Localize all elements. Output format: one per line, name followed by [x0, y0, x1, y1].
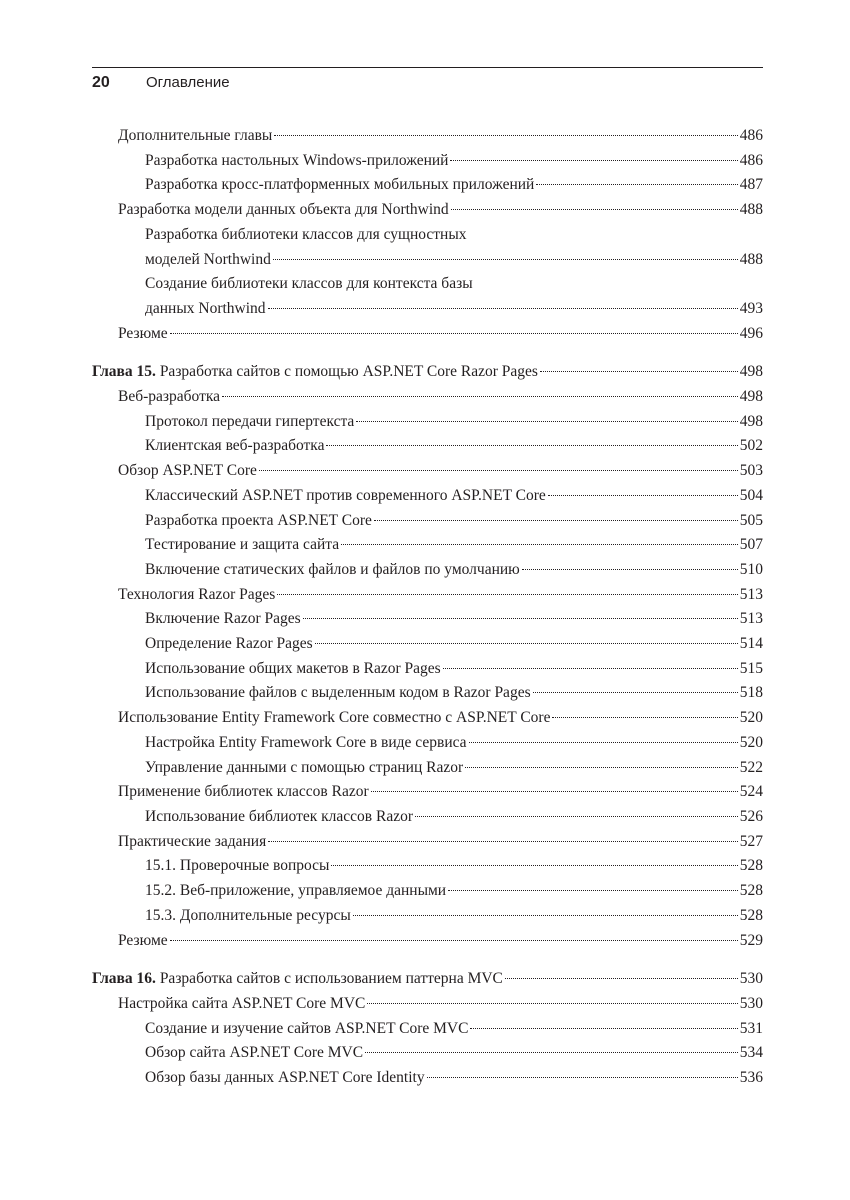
toc-entry[interactable] [92, 583, 763, 608]
toc-title-line [145, 434, 763, 459]
toc-title [118, 929, 168, 954]
toc-title-block [118, 929, 763, 954]
toc-title [118, 583, 275, 608]
toc-entry[interactable] [92, 558, 763, 583]
dot-leader [548, 494, 738, 496]
toc-title-line [145, 731, 763, 756]
toc-title [145, 1041, 363, 1066]
toc-title-line1: Создание библиотеки классов для контекста базы [145, 275, 473, 293]
toc-title-text: Резюме [118, 324, 168, 342]
toc-title [145, 632, 313, 657]
toc-page-number: 503 [739, 462, 763, 480]
toc-title-text: Разработка сайтов с использованием паттерна MVC [159, 970, 503, 988]
toc-title [92, 967, 503, 992]
toc-title [118, 385, 220, 410]
toc-entry[interactable] [92, 434, 763, 459]
toc-title-block [145, 149, 763, 174]
toc-entry[interactable] [92, 805, 763, 830]
toc-entry[interactable] [92, 706, 763, 731]
toc-entry[interactable] [92, 657, 763, 682]
toc-title [145, 484, 546, 509]
dot-leader [341, 543, 738, 545]
toc-title-block [92, 967, 763, 992]
toc-title-text: Применение библиотек классов Razor [118, 783, 369, 801]
toc-title-line [145, 879, 763, 904]
toc-title [118, 830, 266, 855]
toc-title-text: Классический ASP.NET против современного ASP.NET Core [145, 486, 546, 504]
toc-title-line [118, 929, 763, 954]
toc-title-text: Протокол передачи гипертекста [145, 412, 355, 430]
toc-title-block [145, 1066, 763, 1091]
toc-title-line [145, 607, 763, 632]
toc-entry[interactable] [92, 198, 763, 223]
toc-title-text: Разработка сайтов с помощью ASP.NET Core Razor Pages [159, 363, 538, 381]
dot-leader [536, 183, 737, 185]
toc-title-block [145, 272, 763, 321]
toc-entry[interactable] [92, 756, 763, 781]
toc-entry[interactable] [92, 904, 763, 929]
toc-entry[interactable] [92, 607, 763, 632]
toc-title-line [145, 410, 763, 435]
toc-title [92, 360, 538, 385]
toc-page-number: 528 [739, 882, 763, 900]
toc-page-number: 530 [739, 970, 763, 988]
dot-leader [277, 593, 737, 595]
dot-leader [470, 1027, 737, 1029]
toc-title-block [145, 904, 763, 929]
toc-entry[interactable] [92, 459, 763, 484]
toc-title-text: Использование общих макетов в Razor Pages [145, 659, 441, 677]
toc-title-block [118, 992, 763, 1017]
toc-title-text: Дополнительные главы [118, 127, 273, 144]
toc-page-number: 528 [739, 906, 763, 924]
toc-title-text: Настройка сайта ASP.NET Core MVC [118, 994, 366, 1012]
toc-entry[interactable] [92, 992, 763, 1017]
toc-title-text: моделей Northwind [145, 250, 271, 268]
toc-title-line [145, 509, 763, 534]
dot-leader [259, 469, 738, 471]
running-head: Оглавление [146, 74, 230, 91]
dot-leader [268, 307, 738, 309]
toc-title-block [145, 173, 763, 198]
table-of-contents [92, 124, 763, 1091]
toc-page-number: 527 [739, 832, 763, 850]
toc-entry[interactable] [92, 681, 763, 706]
toc-page-number: 498 [739, 363, 763, 381]
toc-page-number: 514 [739, 635, 763, 653]
toc-page-number: 510 [739, 560, 763, 578]
dot-leader [268, 840, 738, 842]
toc-title-line [145, 904, 763, 929]
toc-title [118, 198, 449, 223]
toc-title [145, 509, 372, 534]
toc-page-number: 505 [739, 511, 763, 529]
toc-title [118, 992, 365, 1017]
toc-title-block [145, 558, 763, 583]
toc-page-number: 498 [739, 412, 763, 430]
toc-title [145, 657, 441, 682]
toc-title-text: Включение Razor Pages [145, 610, 301, 628]
toc-page-number: 524 [739, 783, 763, 801]
toc-title [145, 879, 446, 904]
toc-title-line [145, 854, 763, 879]
toc-page-number: 498 [739, 388, 763, 406]
toc-chapter-entry[interactable] [92, 967, 763, 992]
toc-title-block [118, 322, 763, 347]
toc-title [145, 854, 329, 879]
toc-title-text: Разработка модели данных объекта для Northwind [118, 201, 449, 219]
toc-entry[interactable] [92, 1066, 763, 1091]
dot-leader [315, 642, 738, 644]
dot-leader [331, 864, 737, 866]
toc-title [118, 322, 168, 347]
toc-title [145, 731, 467, 756]
toc-title-line [118, 322, 763, 347]
chapter-label: Глава 16. [92, 970, 156, 988]
dot-leader [326, 444, 737, 446]
toc-title-text: 15.2. Веб-приложение, управляемое данными [145, 882, 447, 900]
dot-leader [469, 741, 738, 743]
toc-title-line [145, 681, 763, 706]
dot-leader [365, 1051, 738, 1053]
toc-title-text: Разработка проекта ASP.NET Core [145, 511, 372, 529]
toc-title [145, 1017, 468, 1042]
toc-entry[interactable] [92, 533, 763, 558]
toc-title [118, 124, 272, 149]
toc-title-text: Использование Entity Framework Core совместно с ASP.NET Core [118, 709, 551, 727]
toc-title [145, 607, 301, 632]
toc-entry[interactable] [92, 272, 763, 321]
toc-title-block [145, 434, 763, 459]
toc-title-line [145, 805, 763, 830]
toc-entry[interactable] [92, 410, 763, 435]
toc-title [118, 706, 550, 731]
toc-page-number: 526 [739, 807, 763, 825]
dot-leader [353, 914, 738, 916]
toc-title-block [145, 484, 763, 509]
dot-leader [505, 977, 738, 979]
toc-title-text: Обзор базы данных ASP.NET Core Identity [145, 1069, 425, 1087]
toc-title-line [145, 632, 763, 657]
toc-title-text: Включение статических файлов и файлов по умолчанию [145, 560, 520, 578]
dot-leader [303, 617, 738, 619]
toc-page-number: 504 [739, 486, 763, 504]
toc-page-number: 513 [739, 610, 763, 628]
toc-title-line [145, 1017, 763, 1042]
toc-title-block [145, 854, 763, 879]
toc-title [145, 410, 354, 435]
toc-entry[interactable] [92, 879, 763, 904]
toc-page-number: 520 [739, 733, 763, 751]
toc-page-number: 528 [739, 857, 763, 875]
toc-page-number: 486 [739, 151, 763, 169]
toc-entry[interactable] [92, 385, 763, 410]
toc-title-text: Использование файлов с выделенным кодом в Razor Pages [145, 684, 531, 702]
toc-page-number: 531 [739, 1019, 763, 1037]
toc-title-block [145, 223, 763, 272]
toc-title-line [118, 385, 763, 410]
toc-title-block [145, 879, 763, 904]
toc-title-block [145, 681, 763, 706]
dot-leader [427, 1076, 738, 1078]
toc-title-line [145, 248, 763, 273]
chapter-label: Глава 15. [92, 363, 156, 381]
toc-page-number: 486 [739, 127, 763, 144]
toc-title-text: Разработка кросс-платформенных мобильных приложений [145, 176, 535, 194]
dot-leader [273, 258, 738, 260]
toc-title-text: Резюме [118, 931, 168, 949]
toc-page-number: 530 [739, 994, 763, 1012]
toc-title-line [92, 360, 763, 385]
toc-entry[interactable] [92, 731, 763, 756]
dot-leader [540, 370, 738, 372]
toc-title [145, 1066, 425, 1091]
dot-leader [522, 568, 738, 570]
toc-title [145, 756, 463, 781]
toc-page-number: 513 [739, 585, 763, 603]
toc-entry[interactable] [92, 929, 763, 954]
toc-entry[interactable] [92, 173, 763, 198]
toc-title-line1: Разработка библиотеки классов для сущностных [145, 225, 467, 243]
toc-entry[interactable] [92, 1017, 763, 1042]
dot-leader [552, 716, 737, 718]
toc-title-line [145, 1066, 763, 1091]
toc-title [118, 459, 257, 484]
toc-title-text: Практические задания [118, 832, 267, 850]
toc-title-block [118, 124, 763, 149]
toc-title-block [145, 509, 763, 534]
toc-page-number: 518 [739, 684, 763, 702]
toc-title-line [118, 992, 763, 1017]
toc-entry[interactable] [92, 484, 763, 509]
toc-title-text: Обзор ASP.NET Core [118, 462, 257, 480]
toc-entry[interactable] [92, 830, 763, 855]
toc-title-line [145, 533, 763, 558]
toc-page-number: 487 [739, 176, 763, 194]
toc-page-number: 496 [739, 324, 763, 342]
toc-title [145, 297, 266, 322]
toc-title-block [118, 459, 763, 484]
toc-title-text: Веб-разработка [118, 388, 221, 406]
toc-title-text: Технология Razor Pages [118, 585, 276, 603]
toc-title-text: Настройка Entity Framework Core в виде сервиса [145, 733, 467, 751]
dot-leader [448, 889, 738, 891]
toc-page-number: 502 [739, 437, 763, 455]
toc-title-text: Обзор сайта ASP.NET Core MVC [145, 1044, 364, 1062]
toc-title [145, 904, 351, 929]
toc-title-text: Тестирование и защита сайта [145, 536, 340, 554]
toc-title-block [145, 632, 763, 657]
toc-entry[interactable] [92, 780, 763, 805]
toc-title-block [145, 533, 763, 558]
dot-leader [451, 208, 738, 210]
toc-page-number: 507 [739, 536, 763, 554]
toc-entry[interactable] [92, 854, 763, 879]
toc-entry[interactable] [92, 223, 763, 272]
toc-chapter-entry[interactable] [92, 360, 763, 385]
toc-title-line [145, 558, 763, 583]
toc-title [145, 149, 448, 174]
toc-title-block [118, 385, 763, 410]
toc-entry[interactable] [92, 124, 763, 149]
page-number: 20 [92, 74, 110, 91]
toc-entry[interactable] [92, 509, 763, 534]
toc-title-line [118, 583, 763, 608]
toc-title-line [118, 124, 763, 149]
dot-leader [374, 519, 738, 521]
toc-title-text: Разработка настольных Windows-приложений [145, 151, 449, 169]
toc-page-number: 529 [739, 931, 763, 949]
toc-title-line [92, 967, 763, 992]
toc-title-line [145, 1041, 763, 1066]
toc-title-block [118, 583, 763, 608]
toc-page-number: 522 [739, 758, 763, 776]
dot-leader [371, 790, 738, 792]
chapter-spacer [92, 346, 763, 360]
dot-leader [533, 691, 738, 693]
toc-title-block [92, 360, 763, 385]
toc-title-line [145, 484, 763, 509]
toc-title [145, 558, 520, 583]
toc-title [118, 780, 369, 805]
toc-entry[interactable] [92, 1041, 763, 1066]
dot-leader [170, 939, 738, 941]
toc-title-block [118, 780, 763, 805]
dot-leader [465, 766, 738, 768]
toc-title-line [118, 198, 763, 223]
toc-title-line [118, 459, 763, 484]
dot-leader [170, 332, 738, 334]
toc-title-line [118, 830, 763, 855]
toc-title-text: Определение Razor Pages [145, 635, 313, 653]
toc-title-line [145, 173, 763, 198]
toc-page-number: 520 [739, 709, 763, 727]
toc-title [145, 681, 531, 706]
dot-leader [356, 420, 737, 422]
toc-title-text: Использование библиотек классов Razor [145, 807, 414, 825]
toc-title-line [145, 756, 763, 781]
dot-leader [274, 134, 737, 136]
toc-title-block [145, 731, 763, 756]
toc-title-line [118, 706, 763, 731]
dot-leader [415, 815, 738, 817]
toc-title-line [145, 297, 763, 322]
header-rule [92, 67, 763, 68]
toc-title-line [118, 780, 763, 805]
toc-title-text: 15.1. Проверочные вопросы [145, 857, 330, 875]
toc-page-number: 534 [739, 1044, 763, 1062]
toc-title [145, 173, 534, 198]
toc-entry[interactable] [92, 632, 763, 657]
toc-title-text: Управление данными с помощью страниц Razor [145, 758, 464, 776]
dot-leader [450, 159, 737, 161]
dot-leader [222, 395, 738, 397]
toc-title-block [118, 706, 763, 731]
toc-title-block [145, 1017, 763, 1042]
toc-title-block [118, 830, 763, 855]
toc-title-line [145, 657, 763, 682]
toc-title-text: 15.3. Дополнительные ресурсы [145, 906, 351, 924]
toc-title [145, 805, 413, 830]
toc-entry[interactable] [92, 322, 763, 347]
toc-page-number: 493 [739, 299, 763, 317]
toc-title-text: данных Northwind [145, 299, 266, 317]
toc-page-number: 515 [739, 659, 763, 677]
toc-title-text: Клиентская веб-разработка [145, 437, 325, 455]
dot-leader [443, 667, 738, 669]
toc-title-text: Создание и изучение сайтов ASP.NET Core MVC [145, 1019, 469, 1037]
toc-title-block [145, 607, 763, 632]
toc-title [145, 533, 339, 558]
dot-leader [367, 1002, 737, 1004]
toc-title-block [145, 756, 763, 781]
toc-entry[interactable] [92, 149, 763, 174]
toc-page-number: 488 [739, 250, 763, 268]
toc-title-block [145, 410, 763, 435]
toc-page-number: 488 [739, 201, 763, 219]
toc-title-block [145, 805, 763, 830]
toc-title [145, 434, 324, 459]
toc-title-block [145, 1041, 763, 1066]
chapter-spacer [92, 953, 763, 967]
toc-title-block [145, 657, 763, 682]
toc-page-number: 536 [739, 1069, 763, 1087]
toc-title-line [145, 149, 763, 174]
toc-title [145, 248, 271, 273]
toc-title-block [118, 198, 763, 223]
